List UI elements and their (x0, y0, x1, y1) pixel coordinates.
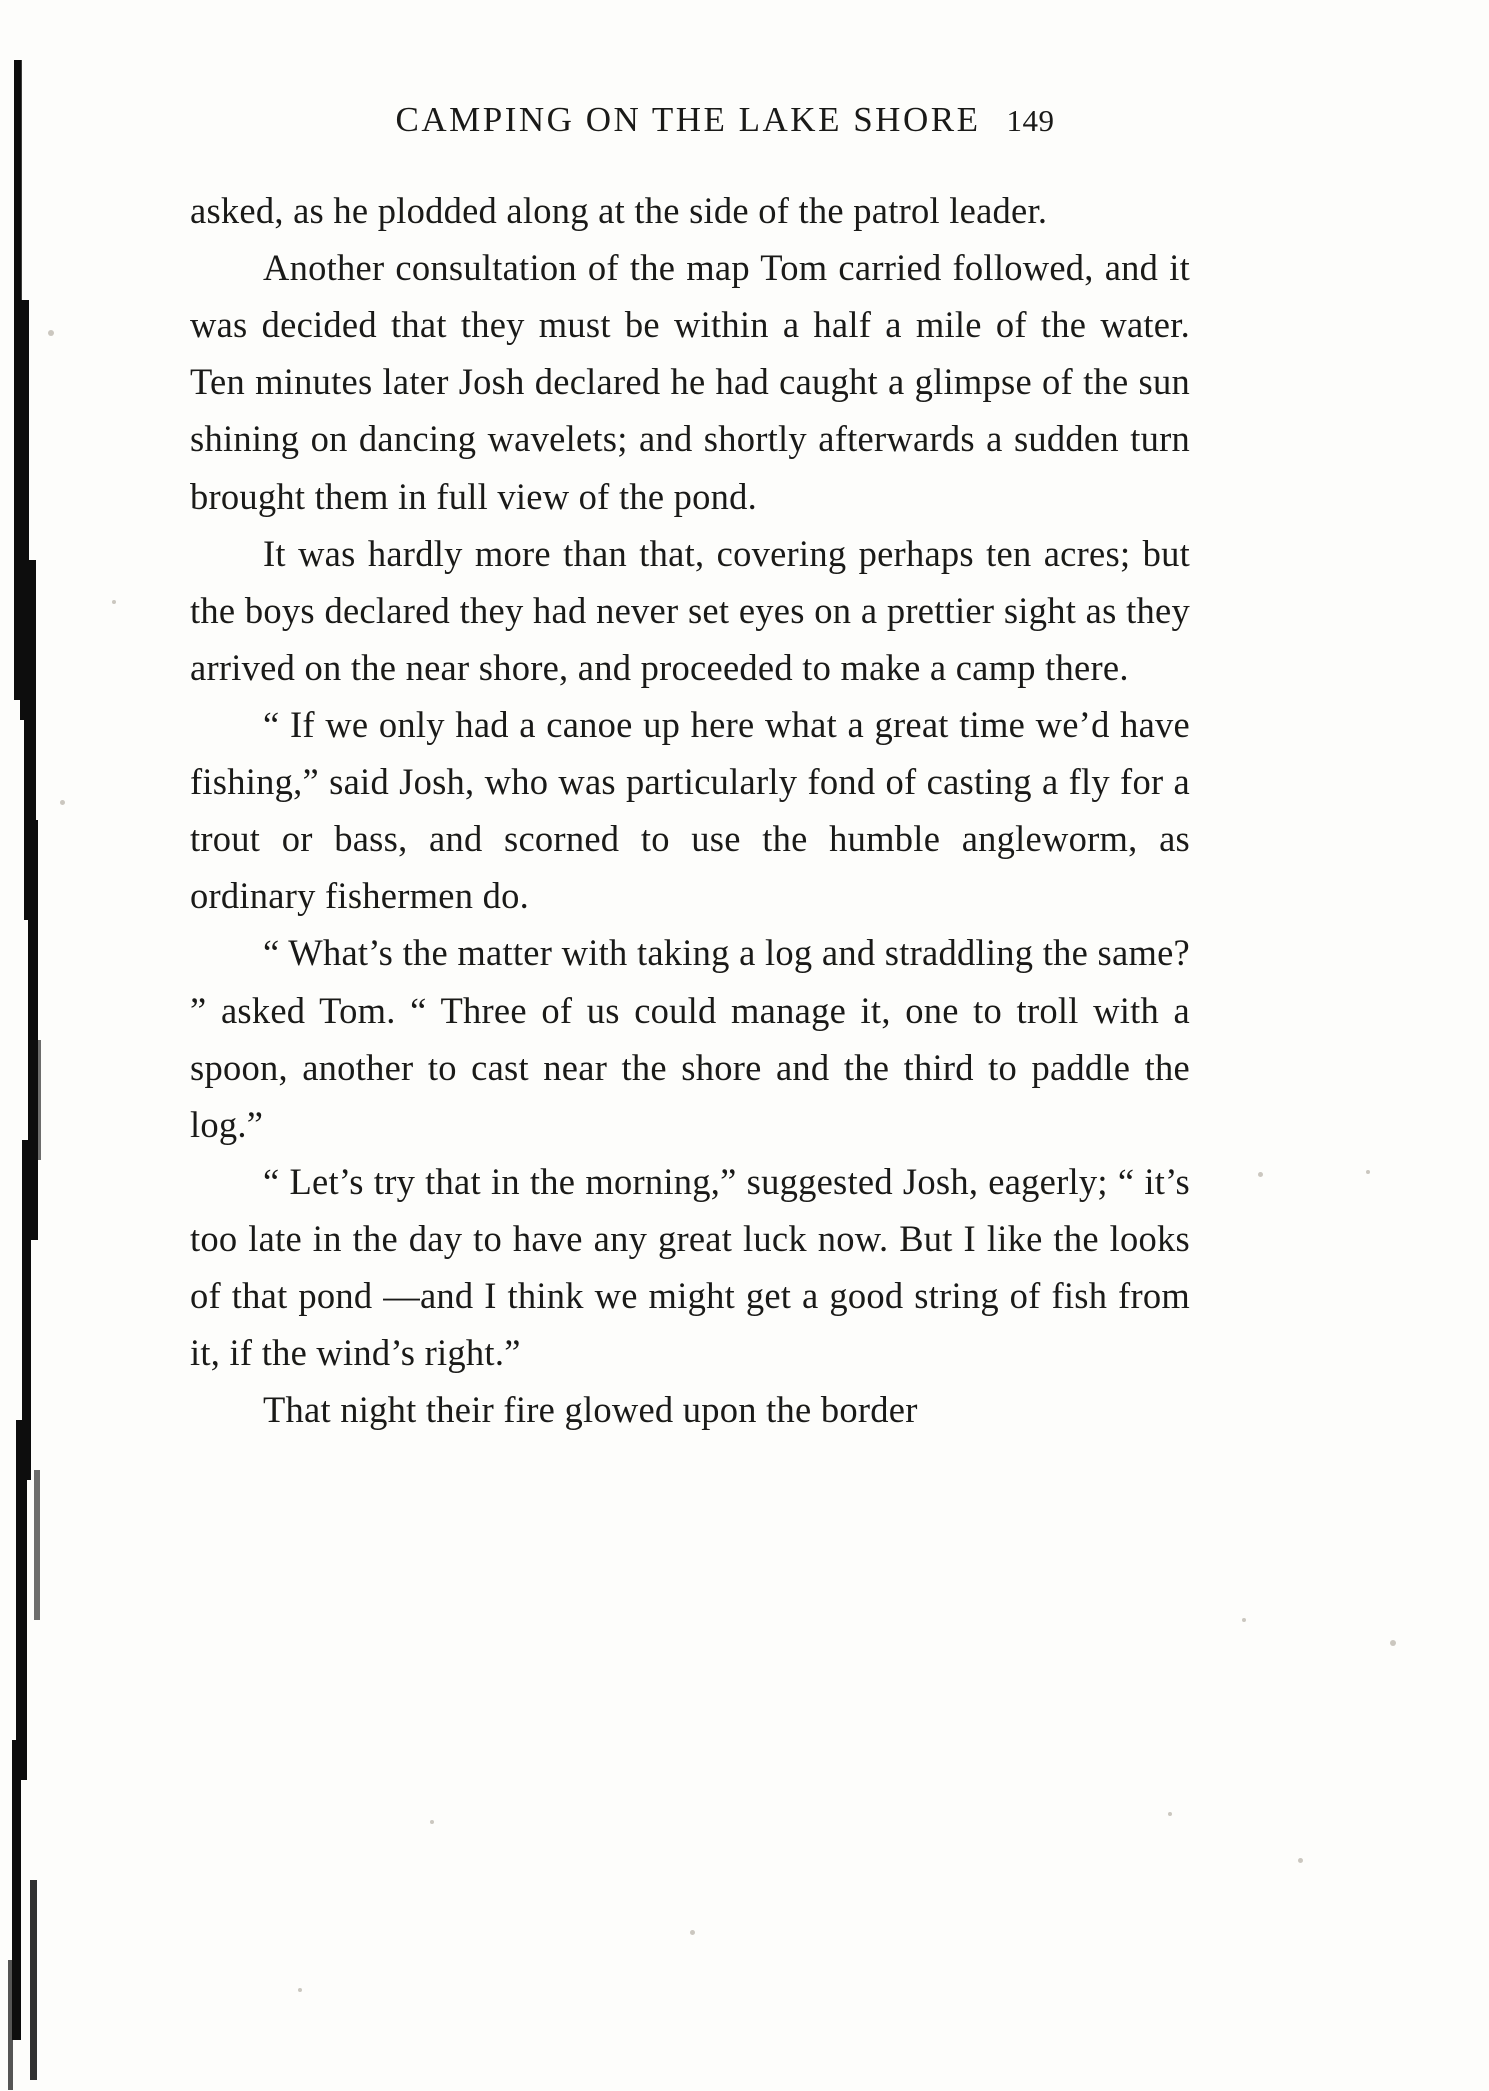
paragraph: “ What’s the matter with taking a log and straddling the same? ” asked Tom. “ Three of us could manage it, one to troll with a spoon, another to cast near the shore and the third to paddle the log.” (190, 932, 1190, 1145)
paragraph: “ If we only had a canoe up here what a great time we’d have fishing,” said Josh, who was particularly fond of casting a fly for a trout or bass, and scorned to use the humble angleworm, as ordinary fishermen do. (190, 703, 1190, 917)
page-number: 149 (1006, 103, 1055, 138)
paragraph: asked, as he plodded along at the side of the patrol leader. (190, 190, 1048, 231)
paragraph: “ Let’s try that in the morning,” suggested Josh, eagerly; “ it’s too late in the day to have any great luck now. But I like the looks of that pond —and I think we might get a good string of fish from it, if the wind’s right.” (190, 1160, 1190, 1374)
paragraph: Another consultation of the map Tom carried followed, and it was decided that they must be within a half a mile of the water. Ten minutes later Josh declared he had caught a glimpse of the sun shining on dancing wavelets; and shortly afterwards a sudden turn brought them in full view of the pond. (190, 247, 1190, 517)
body-text (190, 182, 1190, 1438)
running-head (230, 100, 1220, 140)
running-head-title: CAMPING ON THE LAKE SHORE (395, 100, 981, 139)
paragraph: That night their fire glowed upon the border (263, 1389, 918, 1431)
paragraph: It was hardly more than that, covering perhaps ten acres; but the boys declared they had never set eyes on a prettier sight as they arrived on the near shore, and proceeded to make a camp there. (190, 532, 1190, 688)
binding-gutter-shadow (0, 0, 60, 2091)
